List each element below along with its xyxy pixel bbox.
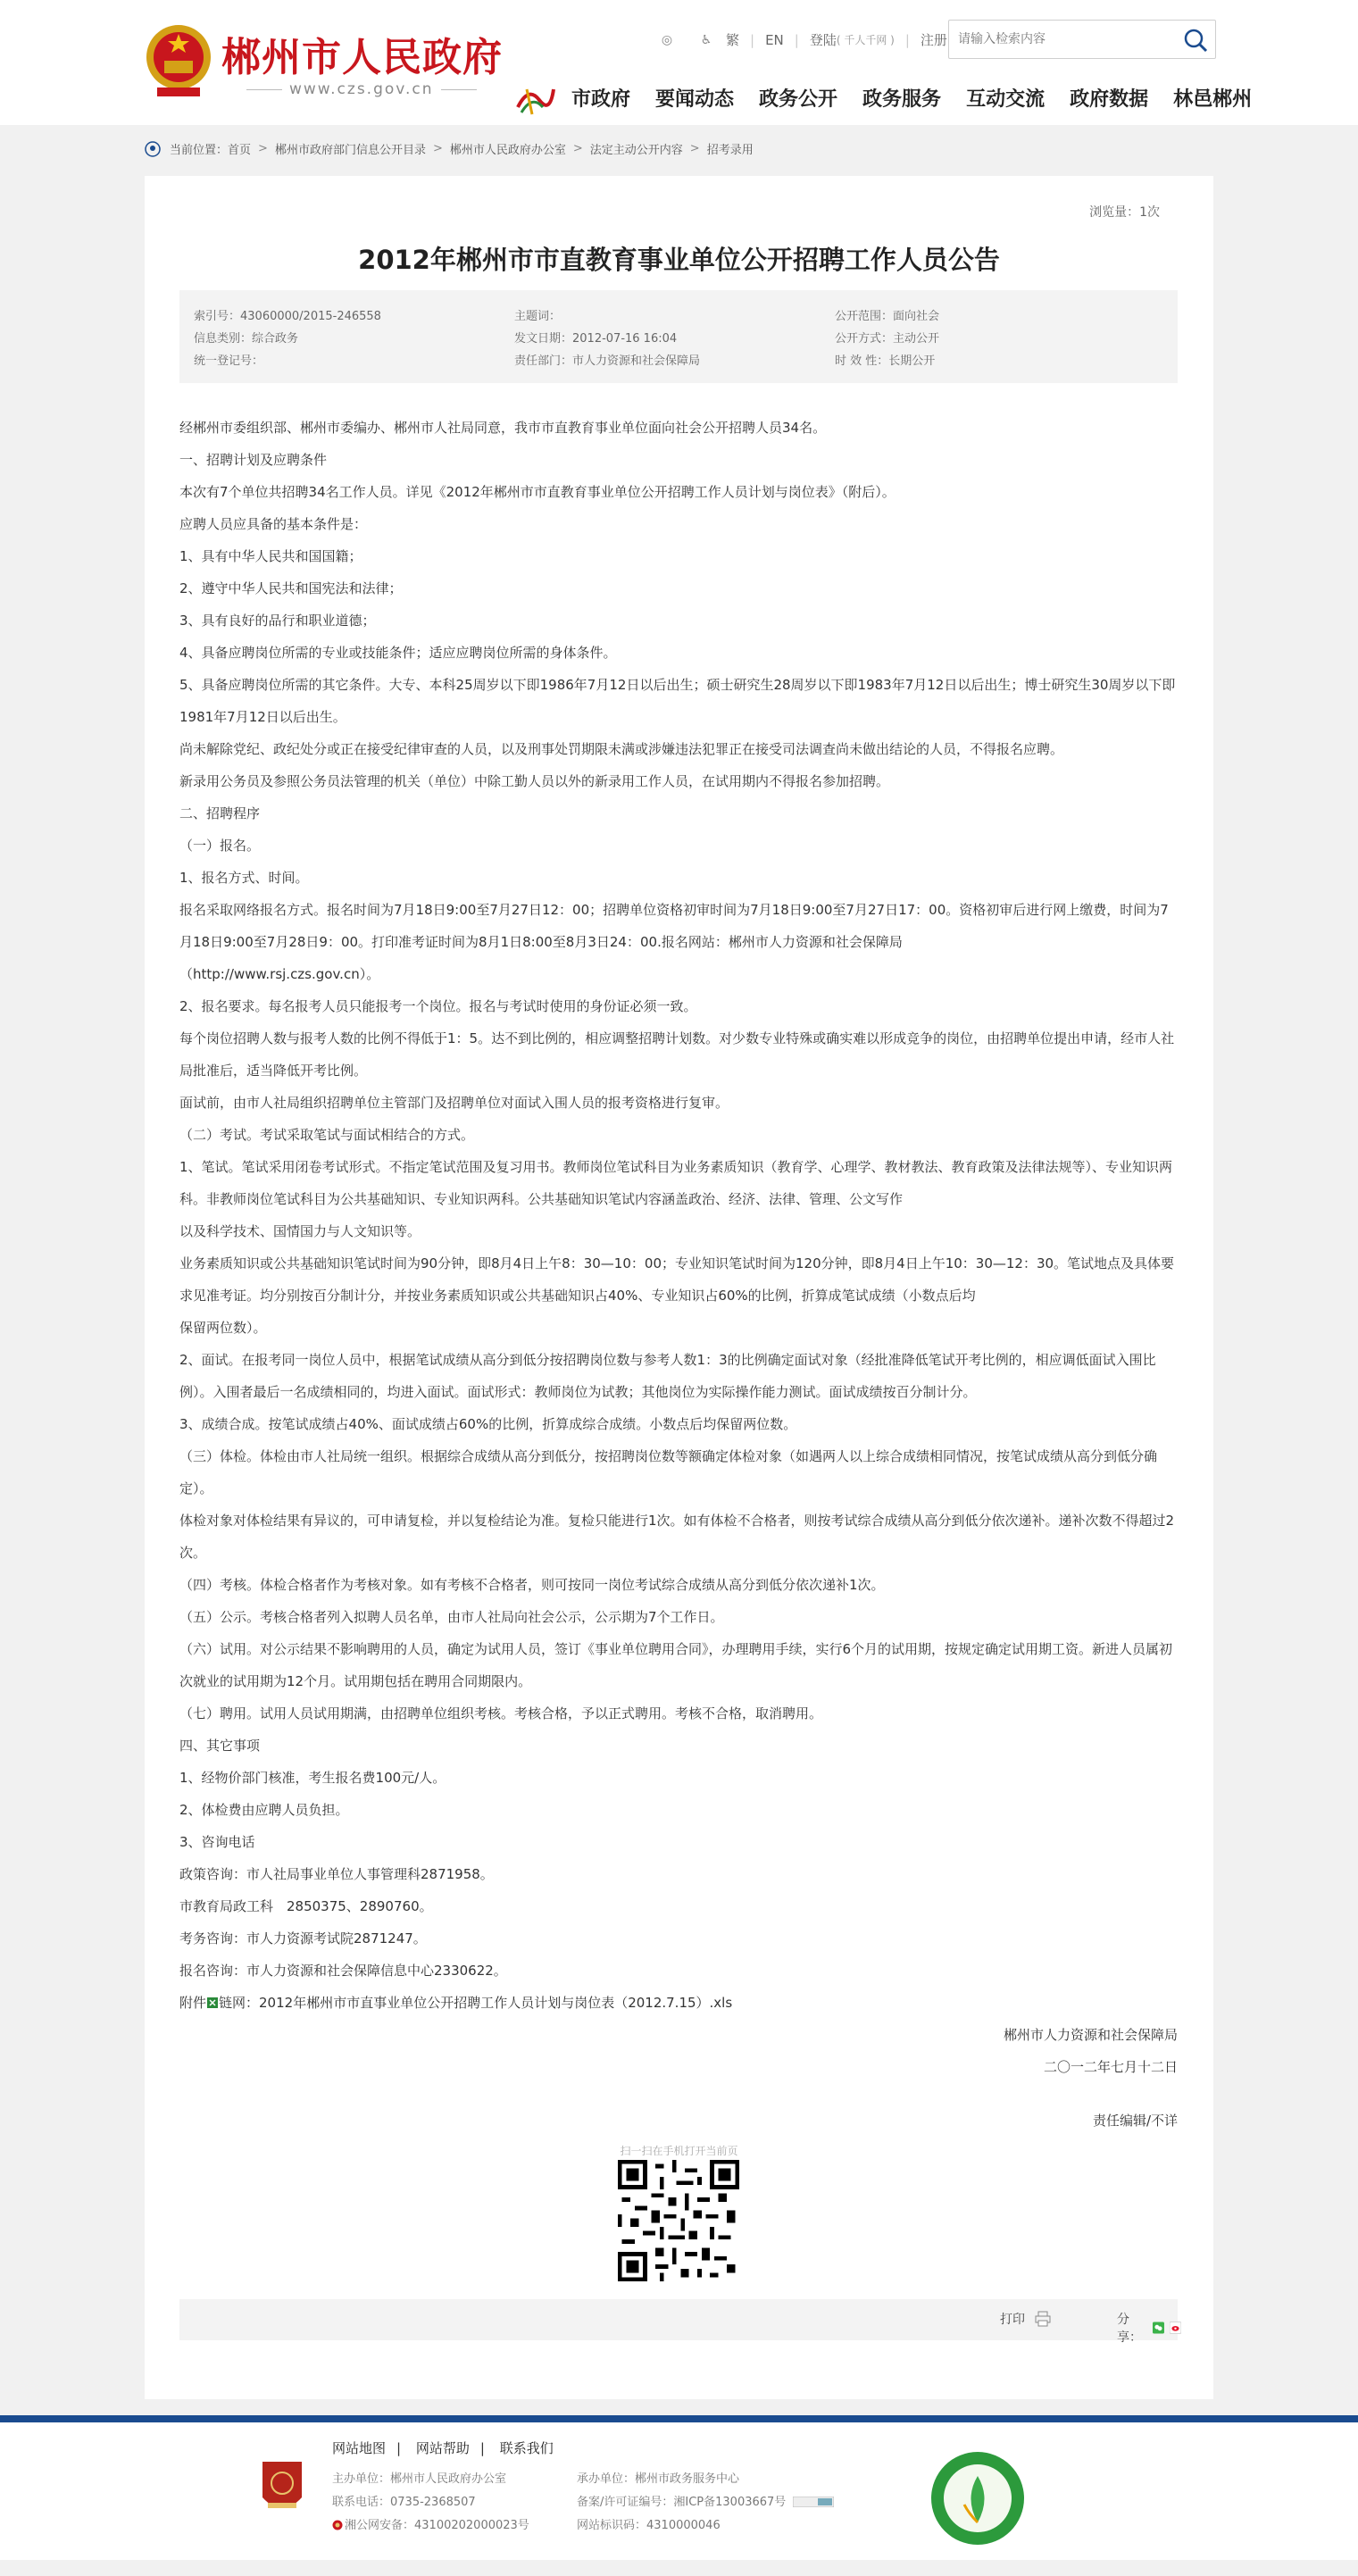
body-paragraph: 面试前，由市人社局组织招聘单位主管部门及招聘单位对面试入围人员的报考资格进行复审。	[179, 1095, 729, 1111]
body-paragraph: 1、经物价部门核准，考生报名费100元/人。	[179, 1770, 446, 1786]
breadcrumb-office[interactable]: 郴州市人民政府办公室	[449, 144, 566, 157]
meta-date: 发文日期：2012-07-16 16:04	[514, 332, 678, 346]
footer-phone: 联系电话：0735-2368507	[332, 2496, 476, 2509]
body-paragraph: 尚未解除党纪、政纪处分或正在接受纪律审查的人员，以及刑事处罚期限未满或涉嫌违法犯罪正在接受司法调查尚未做出结论的人员，不得报名应聘。	[179, 741, 1064, 757]
nav-item-interaction[interactable]: 互动交流	[966, 88, 1046, 111]
attachment-line	[179, 1987, 1178, 2019]
footer-links: 网站地图 | 网站帮助 | 联系我们	[332, 2440, 554, 2456]
meta-index: 索引号：43060000/2015-246558	[194, 310, 381, 323]
article-title: 2012年郴州市市直教育事业单位公开招聘工作人员公告	[358, 245, 1000, 275]
body-paragraph: 1、具有中华人民共和国国籍；	[179, 548, 362, 564]
meta-category: 信息类别：综合政务	[194, 332, 299, 346]
body-paragraph: 3、成绩合成。按笔试成绩占40%、面试成绩占60%的比例，折算成综合成绩。小数点后均保留两位数。	[179, 1416, 797, 1432]
search-icon[interactable]	[1181, 26, 1210, 54]
body-paragraph: （三）体检。体检由市人社局统一组织。根据综合成绩从高分到低分，按招聘岗位数等额确定体检对象（如遇两人以上综合成绩相同情况，按笔试成绩从高分到低分确定）。	[179, 1448, 1158, 1496]
login-link[interactable]: 登陆	[809, 32, 837, 48]
cnzz-stat-icon[interactable]	[793, 2497, 834, 2507]
body-paragraph: 考务咨询：市人力资源考试院2871247。	[179, 1930, 427, 1947]
body-paragraph: 新录用公务员及参照公务员法管理的机关（单位）中除工勤人员以外的新录用工作人员，在试用期内不得报名参加招聘。	[179, 773, 890, 789]
body-paragraph: 报名咨询：市人力资源和社会保障信息中心2330622。	[179, 1963, 507, 1979]
footer-link-sitemap[interactable]: 网站地图	[332, 2440, 387, 2456]
body-paragraph: 本次有7个单位共招聘34名工作人员。详见《2012年郴州市市直教育事业单位公开招聘工作人员计划与岗位表》（附后）。	[179, 484, 896, 500]
body-paragraph: 每个岗位招聘人数与报考人数的比例不得低于1：5。达不到比例的，相应调整招聘计划数。对少数专业特殊或确实难以形成竞争的岗位，由招聘单位提出申请，经市人社局批准后，适当降低开考比例。	[179, 1030, 1175, 1079]
footer-divider	[0, 2415, 1358, 2422]
share-group	[1117, 2310, 1181, 2346]
body-paragraph: 3、具有良好的品行和职业道德；	[179, 613, 376, 629]
qr-code-icon	[618, 2160, 739, 2281]
body-paragraph: （http://www.rsj.czs.gov.cn）。	[179, 966, 380, 982]
body-paragraph: 2、面试。在报考同一岗位人员中，根据笔试成绩从高分到低分按招聘岗位数与参考人数1：3的比例确定面试对象（经批准降低笔试开考比例的，相应调低面试入围比例）。入围者最后一名成绩相同的，均进入面试。面试形式：教师岗位为试教；其他岗位为实际操作能力测试。面试成绩按百分制计分。	[179, 1352, 1156, 1400]
meta-method: 公开方式：主动公开	[835, 332, 940, 346]
civilization-site-badge-icon[interactable]	[929, 2449, 1027, 2547]
body-paragraph: 业务素质知识或公共基础知识笔试时间为90分钟，即8月4日上午8：30—10：00；专业知识笔试时间为120分钟，即8月4日上午10：30—12：30。笔试地点及具体要求见准考证。均分别按百分制计分，并按业务素质知识或公共基础知识占40%、专业知识占60%的比例，折算成笔试成绩（小数点后均	[179, 1255, 1175, 1304]
body-paragraph: 2、报名要求。每名报考人员只能报考一个岗位。报名与考试时使用的身份证必须一致。	[179, 998, 697, 1014]
site-domain-text: www.czs.gov.cn	[289, 80, 434, 98]
body-paragraph: （一）报名。	[179, 838, 261, 854]
article-panel	[145, 176, 1213, 2399]
print-label: 打印	[1000, 2313, 1025, 2327]
footer-icp-text[interactable]: 备案/许可证编号：湘ICP备13003667号	[577, 2496, 787, 2509]
body-paragraph: 3、咨询电话	[179, 1834, 255, 1850]
qr-caption: 扫一扫在手机打开当前页	[620, 2145, 738, 2157]
signature-org: 郴州市人力资源和社会保障局	[1003, 2027, 1178, 2043]
party-gov-badge-icon[interactable]	[257, 2458, 307, 2521]
weibo-share-icon[interactable]	[1170, 2321, 1181, 2335]
body-paragraph: 应聘人员应具备的基本条件是：	[179, 516, 368, 532]
responsible-editor: 责任编辑/不详	[1092, 2113, 1178, 2129]
accessibility-eye-icon[interactable]: ◎	[661, 32, 673, 47]
body-paragraph: 2、体检费由应聘人员负担。	[179, 1802, 349, 1818]
nav-item-news[interactable]: 要闻动态	[655, 88, 735, 111]
attachment-prefix: 附件	[179, 1995, 207, 2011]
breadcrumb: 当前位置： 首页 > 郴州市政府部门信息公开目录 > 郴州市人民政府办公室 > 法定主动公开内容 > 招考录用	[145, 140, 754, 157]
view-count: 浏览量：1次	[1089, 205, 1160, 220]
attachment-link[interactable]: 链网：2012年郴州市市直事业单位公开招聘工作人员计划与岗位表（2012.7.15）.xls	[219, 1995, 733, 2011]
meta-scope: 公开范围：面向社会	[835, 310, 940, 323]
section-heading: 一、招聘计划及应聘条件	[179, 452, 328, 468]
footer-police-text[interactable]: 湘公网安备：43100202000023号	[345, 2519, 529, 2532]
breadcrumb-disclosure[interactable]: 法定主动公开内容	[589, 144, 683, 157]
body-paragraph: 报名采取网络报名方式。报名时间为7月18日9:00至7月27日12：00；招聘单位资格初审时间为7月18日9:00至7月27日17：00。资格初审后进行网上缴费，时间为7月18日9:00至7月28日9：00。打印准考证时间为8月1日8:00至8月3日24：00.报名网站：郴州市人力资源和社会保障局	[179, 902, 1169, 950]
body-paragraph: 1、报名方式、时间。	[179, 870, 309, 886]
wechat-share-icon[interactable]	[1153, 2321, 1164, 2335]
brush-logo-icon	[512, 80, 557, 116]
meta-subject: 主题词：	[514, 310, 562, 323]
wheelchair-icon[interactable]: ♿	[700, 32, 712, 47]
body-paragraph: 体检对象对体检结果有异议的，可申请复检，并以复检结论为准。复检只能进行1次。如有体检不合格者，则按考试综合成绩从高分到低分依次递补。递补次数不得超过2次。	[179, 1513, 1175, 1561]
spreadsheet-file-icon	[206, 1997, 219, 2009]
site-header	[0, 0, 1358, 125]
share-toolbar	[179, 2299, 1178, 2345]
top-utility-bar: ◎ ♿ 繁 | EN | 登陆 ( 千人千网 ) | 注册	[661, 31, 947, 48]
body-paragraph: （七）聘用。试用人员试用期满，由招聘单位组织考核。考核合格，予以正式聘用。考核不合格，取消聘用。	[179, 1705, 823, 1722]
body-paragraph: （二）考试。考试采取笔试与面试相结合的方式。	[179, 1127, 475, 1143]
breadcrumb-catalog[interactable]: 郴州市政府部门信息公开目录	[274, 144, 426, 157]
breadcrumb-label: 当前位置：	[170, 144, 229, 157]
login-note: ( 千人千网 )	[836, 34, 895, 46]
signature-date: 二〇一二年七月十二日	[1043, 2059, 1178, 2075]
footer-police-record	[332, 2515, 529, 2532]
article-meta-table	[179, 290, 1178, 383]
article-body	[179, 412, 1178, 2137]
nav-item-city-gov[interactable]: 市政府	[571, 88, 631, 111]
search-box	[948, 20, 1216, 59]
register-link[interactable]: 注册	[920, 32, 947, 48]
body-paragraph: 以及科学技术、国情国力与人文知识等。	[179, 1223, 421, 1239]
police-badge-icon	[332, 2520, 343, 2530]
footer-operator: 承办单位：郴州市政务服务中心	[577, 2472, 740, 2486]
body-paragraph: 政策咨询：市人社局事业单位人事管理科2871958。	[179, 1866, 494, 1882]
body-paragraph: 4、具备应聘岗位所需的专业或技能条件；适应应聘岗位所需的身体条件。	[179, 645, 617, 661]
footer-icp	[577, 2492, 834, 2509]
site-footer	[0, 2422, 1358, 2560]
nav-item-gov-service[interactable]: 政务服务	[862, 88, 942, 111]
body-paragraph: （四）考核。体检合格者作为考核对象。如有考核不合格者，则可按同一岗位考试综合成绩从高分到低分依次递补1次。	[179, 1577, 885, 1593]
body-paragraph: 保留两位数）。	[179, 1320, 267, 1336]
body-paragraph: 市教育局政工科 2850375、2890760。	[179, 1898, 433, 1914]
footer-link-contact[interactable]: 联系我们	[499, 2440, 554, 2456]
traditional-chinese-link[interactable]: 繁	[726, 32, 740, 48]
footer-link-help[interactable]: 网站帮助	[415, 2440, 470, 2456]
nav-item-gov-info[interactable]: 政务公开	[759, 88, 838, 111]
body-paragraph: 2、遵守中华人民共和国宪法和法律；	[179, 580, 403, 596]
location-pin-icon	[145, 141, 161, 157]
footer-host: 主办单位：郴州市人民政府办公室	[332, 2472, 507, 2486]
national-emblem-icon	[145, 21, 212, 100]
meta-dept: 责任部门：市人力资源和社会保障局	[514, 354, 701, 368]
print-button[interactable]	[1000, 2310, 1052, 2328]
meta-code: 统一登记号：	[194, 354, 264, 368]
main-nav	[571, 84, 1252, 112]
search-input[interactable]	[958, 29, 1163, 49]
section-heading: 四、其它事项	[179, 1738, 261, 1754]
body-paragraph: （五）公示。考核合格者列入拟聘人员名单，由市人社局向社会公示，公示期为7个工作日。	[179, 1609, 724, 1625]
printer-icon	[1034, 2311, 1052, 2327]
breadcrumb-home[interactable]: 首页	[228, 144, 252, 157]
english-link[interactable]: EN	[765, 31, 784, 48]
share-label: 分享：	[1117, 2313, 1142, 2345]
body-paragraph: 1、笔试。笔试采用闭卷考试形式。不指定笔试范围及复习用书。教师岗位笔试科目为业务素质知识（教育学、心理学、教材教法、教育政策及法律法规等）、专业知识两科。非教师岗位笔试科目为公共基础知识、专业知识两科。公共基础知识笔试内容涵盖政治、经济、法律、管理、公文写作	[179, 1159, 1173, 1207]
nav-item-gov-data[interactable]: 政府数据	[1070, 88, 1149, 111]
site-title[interactable]: 郴州市人民政府	[221, 35, 503, 80]
footer-site-code: 网站标识码：4310000046	[577, 2519, 721, 2532]
meta-validity: 时 效 性：长期公开	[835, 354, 936, 368]
nav-item-linyi-chenzhou[interactable]: 林邑郴州	[1173, 88, 1253, 111]
body-paragraph: （六）试用。对公示结果不影响聘用的人员，确定为试用人员，签订《事业单位聘用合同》，办理聘用手续，实行6个月的试用期，按规定确定试用期工资。新进人员属初次就业的试用期为12个月。试用期包括在聘用合同期限内。	[179, 1641, 1173, 1689]
breadcrumb-recruitment[interactable]: 招考录用	[706, 144, 754, 157]
section-heading: 二、招聘程序	[179, 805, 261, 821]
body-paragraph: 经郴州市委组织部、郴州市委编办、郴州市人社局同意，我市市直教育事业单位面向社会公开招聘人员34名。	[179, 420, 827, 436]
site-domain	[239, 80, 489, 98]
body-paragraph: 5、具备应聘岗位所需的其它条件。大专、本科25周岁以下即1986年7月12日以后出生；硕士研究生28周岁以下即1983年7月12日以后出生；博士研究生30周岁以下即1981年7月12日以后出生。	[179, 677, 1176, 725]
